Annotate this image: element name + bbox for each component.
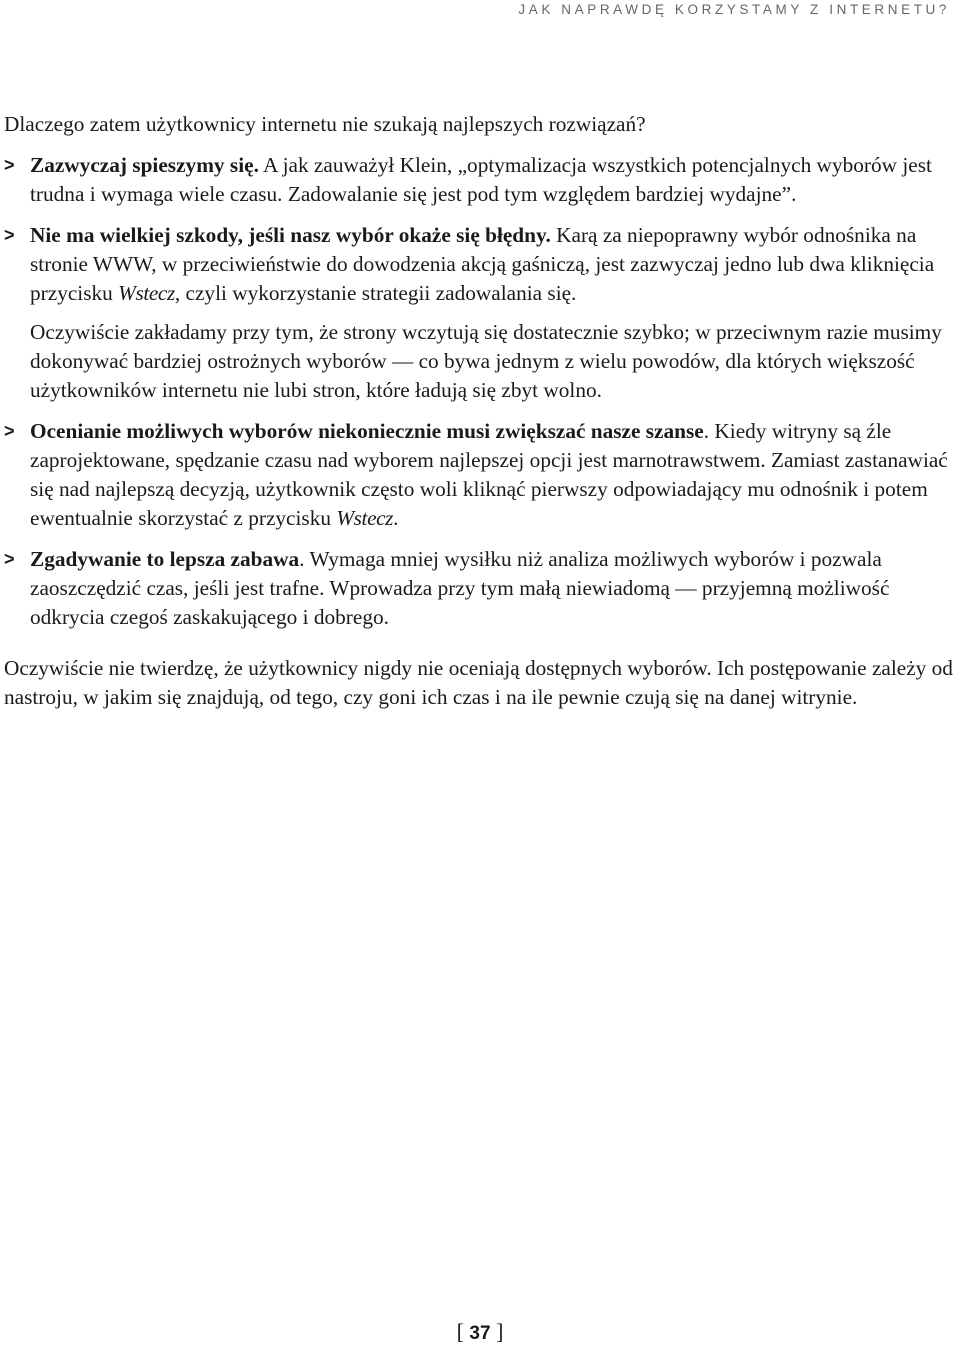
bullet-lead: Zgadywanie to lepsza zabawa xyxy=(30,547,300,571)
bullet-marker: > xyxy=(4,549,15,569)
bullet-text: . xyxy=(393,506,399,530)
bullet-text: Karą za niepoprawny wybór odnośnika na stronie WWW, w przeciwieństwie do dowodzenia akcją gaśniczą, jest zazwyczaj jedno lub dwa kliknięcia przycisku xyxy=(30,223,935,305)
page-body xyxy=(4,110,956,712)
bullet-item xyxy=(4,417,956,533)
page-number-value: 37 xyxy=(469,1323,491,1344)
question-paragraph: Dlaczego zatem użytkownicy internetu nie szukają najlepszych rozwiązań? xyxy=(4,112,646,136)
bullet-lead: Zazwyczaj spieszymy się. xyxy=(30,153,259,177)
running-header: JAK NAPRAWDĘ KORZYSTAMY Z INTERNETU? xyxy=(518,2,950,17)
button-name-reference: Wstecz xyxy=(336,506,394,530)
bullet-text: . Wymaga mniej wysiłku niż analiza możliwych wyborów i pozwala zaoszczędzić czas, jeśli jest trafne. Wprowadza przy tym małą niewiadomą — przyjemną możliwość odkrycia czegoś zaskakującego i dobrego. xyxy=(30,547,890,629)
bullet-text: A jak zauważył Klein, „optymalizacja wszystkich potencjalnych wyborów jest trudna i wymaga wiele czasu. Zadowalanie się jest pod tym względem bardziej wydajne”. xyxy=(30,153,932,206)
page-bracket-open: [ xyxy=(456,1319,464,1344)
bullet-text: , czyli wykorzystanie strategii zadowalania się. xyxy=(174,281,577,305)
closing-paragraph: Oczywiście nie twierdzę, że użytkownicy nigdy nie oceniają dostępnych wyborów. Ich postępowanie zależy od nastroju, w jakim się znajdują, od tego, czy goni ich czas i na ile pewnie czują się na danej witrynie. xyxy=(4,656,953,709)
bullet-marker: > xyxy=(4,225,15,245)
bullet-marker: > xyxy=(4,421,15,441)
bullet-text: . xyxy=(703,419,710,443)
page-bracket-close: ] xyxy=(496,1319,504,1344)
bullet-lead: Ocenianie możliwych wyborów niekoniecznie musi zwiększać nasze szanse xyxy=(30,419,704,443)
button-name-reference: Wstecz xyxy=(118,281,175,305)
bullet-item xyxy=(4,545,956,632)
bullet-lead: Nie ma wielkiej szkody, jeśli nasz wybór okaże się błędny. xyxy=(30,223,551,247)
bullet-marker: > xyxy=(4,155,15,175)
bullet-text: Kiedy witryny są źle zaprojektowane, spędzanie czasu nad wyborem najlepszej opcji jest marnotrawstwem. Zamiast zastanawiać się nad najlepszą decyzją, użytkownik często woli kliknąć pierwszy odpowiadający mu odnośnik i potem ewentualnie skorzystać z przycisku xyxy=(30,419,948,530)
page-number xyxy=(0,1319,960,1345)
follow-paragraph: Oczywiście zakładamy przy tym, że strony wczytują się dostatecznie szybko; w przeciwnym razie musimy dokonywać bardziej ostrożnych wyborów — co bywa jednym z wielu powodów, dla których większość użytkowników internetu nie lubi stron, które ładują się zbyt wolno. xyxy=(30,320,942,402)
bullet-item xyxy=(4,221,956,308)
bullet-item xyxy=(4,151,956,209)
